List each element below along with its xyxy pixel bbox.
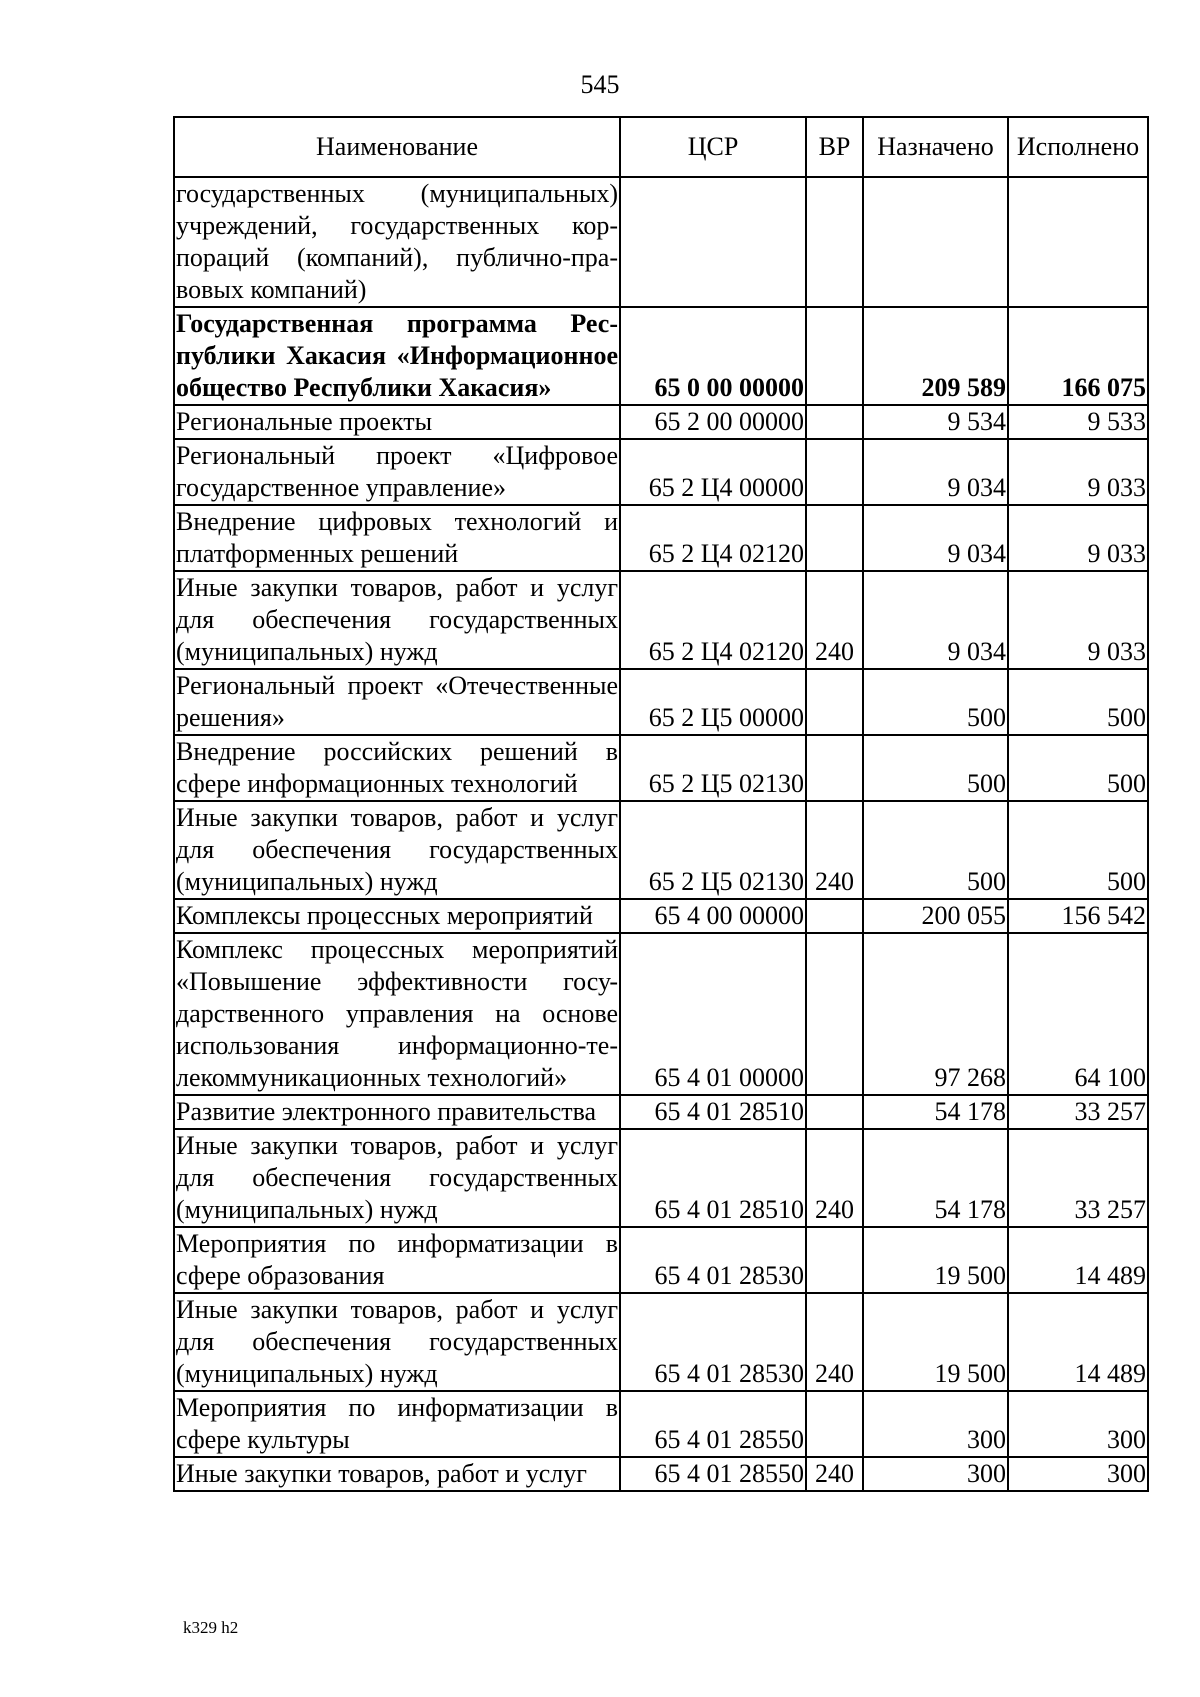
table-row bbox=[174, 1457, 1148, 1491]
row-planned-cell: 19 500 bbox=[863, 1293, 1008, 1391]
row-planned-cell: 500 bbox=[863, 669, 1008, 735]
row-name-cell: Развитие электронного правительства bbox=[174, 1095, 620, 1129]
table-row bbox=[174, 439, 1148, 505]
row-planned-cell: 54 178 bbox=[863, 1129, 1008, 1227]
row-vr-cell bbox=[806, 933, 863, 1095]
row-name-cell: Иные закупки товаров, работ и услуг для обеспечения государственных (муниципальных) нужд bbox=[174, 571, 620, 669]
row-planned-cell: 500 bbox=[863, 735, 1008, 801]
table-row bbox=[174, 735, 1148, 801]
row-vr-cell bbox=[806, 439, 863, 505]
footer-code: k329 h2 bbox=[183, 1618, 239, 1637]
row-executed-cell bbox=[1008, 177, 1148, 307]
row-name-cell: Региональный проект «Цифровое государственное управление» bbox=[174, 439, 620, 505]
row-executed-cell: 9 033 bbox=[1008, 571, 1148, 669]
row-executed-cell: 33 257 bbox=[1008, 1129, 1148, 1227]
table-row bbox=[174, 1095, 1148, 1129]
row-name-cell: Иные закупки товаров, работ и услуг для обеспечения государственных (муниципальных) нужд bbox=[174, 801, 620, 899]
row-vr-cell bbox=[806, 899, 863, 933]
row-planned-cell: 500 bbox=[863, 801, 1008, 899]
row-name-cell: Иные закупки товаров, работ и услуг для обеспечения государственных (муниципальных) нужд bbox=[174, 1293, 620, 1391]
row-csr-cell: 65 2 Ц4 02120 bbox=[620, 571, 806, 669]
row-name-cell: Мероприятия по информатизации в сфере культуры bbox=[174, 1391, 620, 1457]
row-csr-cell: 65 4 01 28510 bbox=[620, 1129, 806, 1227]
row-executed-cell: 500 bbox=[1008, 735, 1148, 801]
row-name-cell: государственных (муниципальных) учреждений, государственных корпораций (компаний), публично-правовых компаний) bbox=[174, 177, 620, 307]
row-name-cell: Мероприятия по информатизации в сфере образования bbox=[174, 1227, 620, 1293]
table-row bbox=[174, 405, 1148, 439]
row-name-cell: Внедрение цифровых технологий и платформенных решений bbox=[174, 505, 620, 571]
row-vr-cell: 240 bbox=[806, 571, 863, 669]
row-vr-cell bbox=[806, 1391, 863, 1457]
row-csr-cell: 65 0 00 00000 bbox=[620, 307, 806, 405]
row-executed-cell: 300 bbox=[1008, 1391, 1148, 1457]
table-row bbox=[174, 899, 1148, 933]
row-name-cell: Государственная программа Республики Хакасия «Информационное общество Республики Хакасия» bbox=[174, 307, 620, 405]
row-planned-cell bbox=[863, 177, 1008, 307]
table-row bbox=[174, 669, 1148, 735]
row-vr-cell bbox=[806, 669, 863, 735]
header-csr: ЦСР bbox=[620, 117, 806, 177]
row-vr-cell: 240 bbox=[806, 1129, 863, 1227]
row-planned-cell: 9 034 bbox=[863, 571, 1008, 669]
row-csr-cell: 65 4 00 00000 bbox=[620, 899, 806, 933]
table-body bbox=[174, 177, 1148, 1491]
row-csr-cell: 65 2 Ц4 00000 bbox=[620, 439, 806, 505]
budget-table bbox=[173, 116, 1149, 1492]
row-planned-cell: 54 178 bbox=[863, 1095, 1008, 1129]
row-vr-cell bbox=[806, 1227, 863, 1293]
header-planned: Назначено bbox=[863, 117, 1008, 177]
row-vr-cell bbox=[806, 307, 863, 405]
row-name-cell: Комплекс процессных мероприятий «Повышение эффективности государственного управления на основе использования информационно-телекоммуникационных технологий» bbox=[174, 933, 620, 1095]
table-row bbox=[174, 571, 1148, 669]
row-vr-cell bbox=[806, 735, 863, 801]
row-executed-cell: 300 bbox=[1008, 1457, 1148, 1491]
page-number: 545 bbox=[580, 70, 620, 99]
row-planned-cell: 200 055 bbox=[863, 899, 1008, 933]
table-row bbox=[174, 1391, 1148, 1457]
row-csr-cell: 65 2 Ц5 02130 bbox=[620, 735, 806, 801]
row-vr-cell bbox=[806, 505, 863, 571]
row-vr-cell: 240 bbox=[806, 1457, 863, 1491]
table-row bbox=[174, 933, 1148, 1095]
header-name: Наименование bbox=[174, 117, 620, 177]
table-row bbox=[174, 1227, 1148, 1293]
row-executed-cell: 9 533 bbox=[1008, 405, 1148, 439]
row-name-cell: Комплексы процессных мероприятий bbox=[174, 899, 620, 933]
row-planned-cell: 9 034 bbox=[863, 505, 1008, 571]
row-vr-cell: 240 bbox=[806, 1293, 863, 1391]
header-vr: ВР bbox=[806, 117, 863, 177]
row-executed-cell: 64 100 bbox=[1008, 933, 1148, 1095]
table-header-row bbox=[174, 117, 1148, 177]
row-csr-cell: 65 4 01 28530 bbox=[620, 1227, 806, 1293]
row-planned-cell: 19 500 bbox=[863, 1227, 1008, 1293]
table-row bbox=[174, 801, 1148, 899]
row-csr-cell: 65 4 01 28550 bbox=[620, 1457, 806, 1491]
row-name-cell: Региональный проект «Отечественные решения» bbox=[174, 669, 620, 735]
row-vr-cell bbox=[806, 1095, 863, 1129]
row-planned-cell: 97 268 bbox=[863, 933, 1008, 1095]
row-csr-cell: 65 2 Ц5 00000 bbox=[620, 669, 806, 735]
row-vr-cell bbox=[806, 177, 863, 307]
table-row bbox=[174, 1129, 1148, 1227]
row-csr-cell: 65 2 Ц4 02120 bbox=[620, 505, 806, 571]
row-planned-cell: 9 034 bbox=[863, 439, 1008, 505]
row-name-cell: Региональные проекты bbox=[174, 405, 620, 439]
row-name-cell: Иные закупки товаров, работ и услуг bbox=[174, 1457, 620, 1491]
row-executed-cell: 33 257 bbox=[1008, 1095, 1148, 1129]
row-planned-cell: 9 534 bbox=[863, 405, 1008, 439]
table-row bbox=[174, 1293, 1148, 1391]
header-executed: Исполнено bbox=[1008, 117, 1148, 177]
row-csr-cell bbox=[620, 177, 806, 307]
row-vr-cell: 240 bbox=[806, 801, 863, 899]
row-executed-cell: 166 075 bbox=[1008, 307, 1148, 405]
table-row bbox=[174, 307, 1148, 405]
row-planned-cell: 300 bbox=[863, 1457, 1008, 1491]
row-csr-cell: 65 4 01 28530 bbox=[620, 1293, 806, 1391]
row-name-cell: Внедрение российских решений в сфере информационных технологий bbox=[174, 735, 620, 801]
row-executed-cell: 500 bbox=[1008, 801, 1148, 899]
row-executed-cell: 9 033 bbox=[1008, 439, 1148, 505]
row-executed-cell: 14 489 bbox=[1008, 1293, 1148, 1391]
row-executed-cell: 156 542 bbox=[1008, 899, 1148, 933]
row-csr-cell: 65 4 01 00000 bbox=[620, 933, 806, 1095]
row-name-cell: Иные закупки товаров, работ и услуг для обеспечения государственных (муниципальных) нужд bbox=[174, 1129, 620, 1227]
row-vr-cell bbox=[806, 405, 863, 439]
row-planned-cell: 209 589 bbox=[863, 307, 1008, 405]
row-csr-cell: 65 4 01 28510 bbox=[620, 1095, 806, 1129]
row-csr-cell: 65 2 00 00000 bbox=[620, 405, 806, 439]
row-executed-cell: 500 bbox=[1008, 669, 1148, 735]
table-row bbox=[174, 177, 1148, 307]
row-planned-cell: 300 bbox=[863, 1391, 1008, 1457]
row-csr-cell: 65 4 01 28550 bbox=[620, 1391, 806, 1457]
table-row bbox=[174, 505, 1148, 571]
row-csr-cell: 65 2 Ц5 02130 bbox=[620, 801, 806, 899]
row-executed-cell: 9 033 bbox=[1008, 505, 1148, 571]
row-executed-cell: 14 489 bbox=[1008, 1227, 1148, 1293]
